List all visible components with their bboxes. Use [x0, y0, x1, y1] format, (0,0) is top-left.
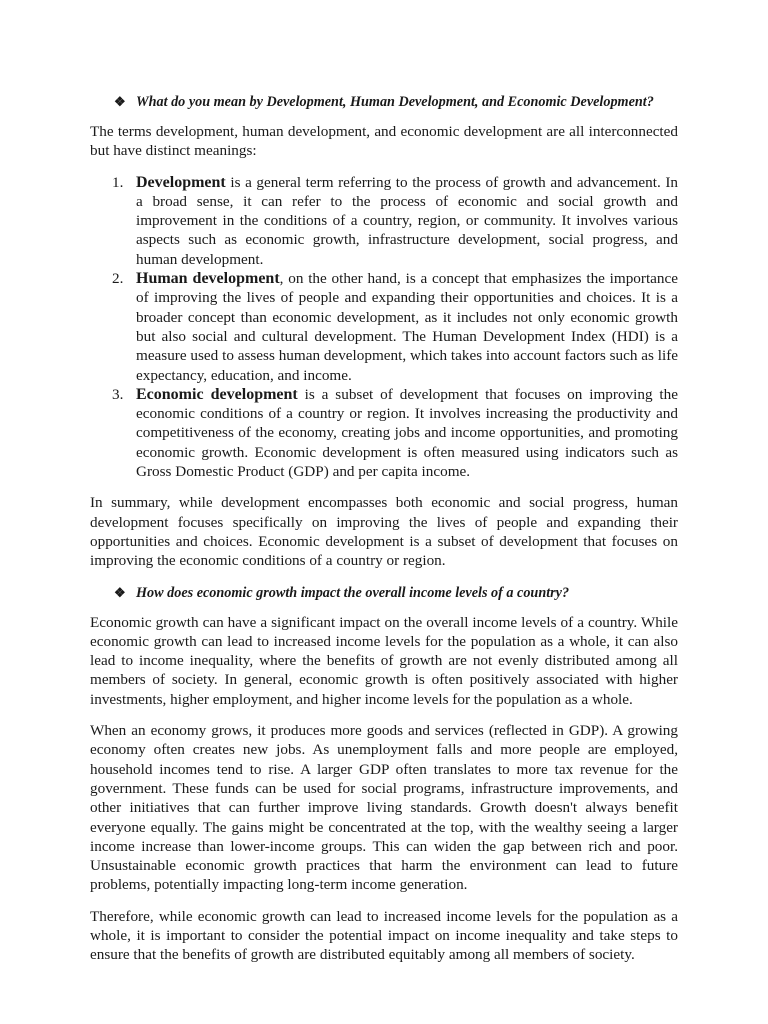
- definition-term: Human development: [136, 270, 280, 288]
- question-heading-1: [90, 92, 678, 112]
- list-number: 2.: [112, 270, 124, 288]
- intro-paragraph: The terms development, human development, and economic development are all interconnected but have distinct meanings:: [90, 123, 678, 160]
- summary-paragraph: In summary, while development encompasses both economic and social progress, human development focuses specifically on improving the lives of people and expanding their opportunities and choices. Economic development is a subset of development that focuses on improving the economic conditions of a country or region.: [90, 494, 678, 570]
- question-heading-2: [90, 583, 678, 603]
- list-number: 3.: [112, 385, 124, 403]
- growth-paragraph-1: Economic growth can have a significant impact on the overall income levels of a country. While economic growth can lead to increased income levels for the population as a whole, it can also lead to income inequality, where the benefits of growth are not evenly distributed among all members of society. In general, economic growth is often positively associated with higher investments, higher employment, and higher income levels for the population as a whole.: [90, 613, 678, 708]
- definition-text: is a subset of development that focuses on improving the economic conditions of a country or region. It involves increasing the productivity and competitiveness of the economy, creating jobs and income opportunities, and promoting economic growth. Economic development is often measured using indicators such as Gross Domestic Product (GDP) and per capita income.: [136, 385, 678, 481]
- list-number: 1.: [112, 173, 124, 191]
- diamond-bullet-icon: ❖: [114, 584, 126, 600]
- definition-term: Economic development: [136, 385, 298, 403]
- question-text-1: What do you mean by Development, Human Development, and Economic Development?: [136, 94, 654, 110]
- question-text-2: How does economic growth impact the overall income levels of a country?: [136, 584, 570, 601]
- definition-item-development: [90, 173, 678, 269]
- definition-item-economic-development: [90, 385, 678, 481]
- definition-item-human-development: [90, 269, 678, 385]
- definition-text: is a general term referring to the process of growth and advancement. In a broad sense, it can refer to the process of economic and social growth and improvement in the conditions of a country, region, or community. It involves various aspects such as economic growth, infrastructure development, social progress, and human development.: [136, 173, 678, 268]
- definitions-list: [90, 173, 678, 482]
- definition-term: Development: [136, 173, 226, 191]
- growth-paragraph-3: Therefore, while economic growth can lead to increased income levels for the population as a whole, it is important to consider the potential impact on income inequality and take steps to ensure that the benefits of growth are distributed equitably among all members of society.: [90, 907, 678, 964]
- definition-text: , on the other hand, is a concept that emphasizes the importance of improving the lives of people and expanding their opportunities and choices. It is a broader concept than economic development, as it includes not only economic growth but also social and cultural development. The Human Development Index (HDI) is a measure used to assess human development, which takes into account factors such as life expectancy, education, and income.: [136, 270, 678, 384]
- diamond-bullet-icon: ❖: [114, 94, 126, 109]
- growth-paragraph-2: When an economy grows, it produces more goods and services (reflected in GDP). A growing economy often creates new jobs. As unemployment falls and more people are employed, household incomes tend to rise. A larger GDP often translates to more tax revenue for the government. These funds can be used for social programs, infrastructure improvements, and other initiatives that can further improve living standards. Growth doesn't always benefit everyone equally. The gains might be concentrated at the top, with the wealthy seeing a larger income increase than lower-income groups. This can widen the gap between rich and poor. Unsustainable economic growth practices that harm the environment can lead to future problems, potentially impacting long-term income generation.: [90, 722, 678, 894]
